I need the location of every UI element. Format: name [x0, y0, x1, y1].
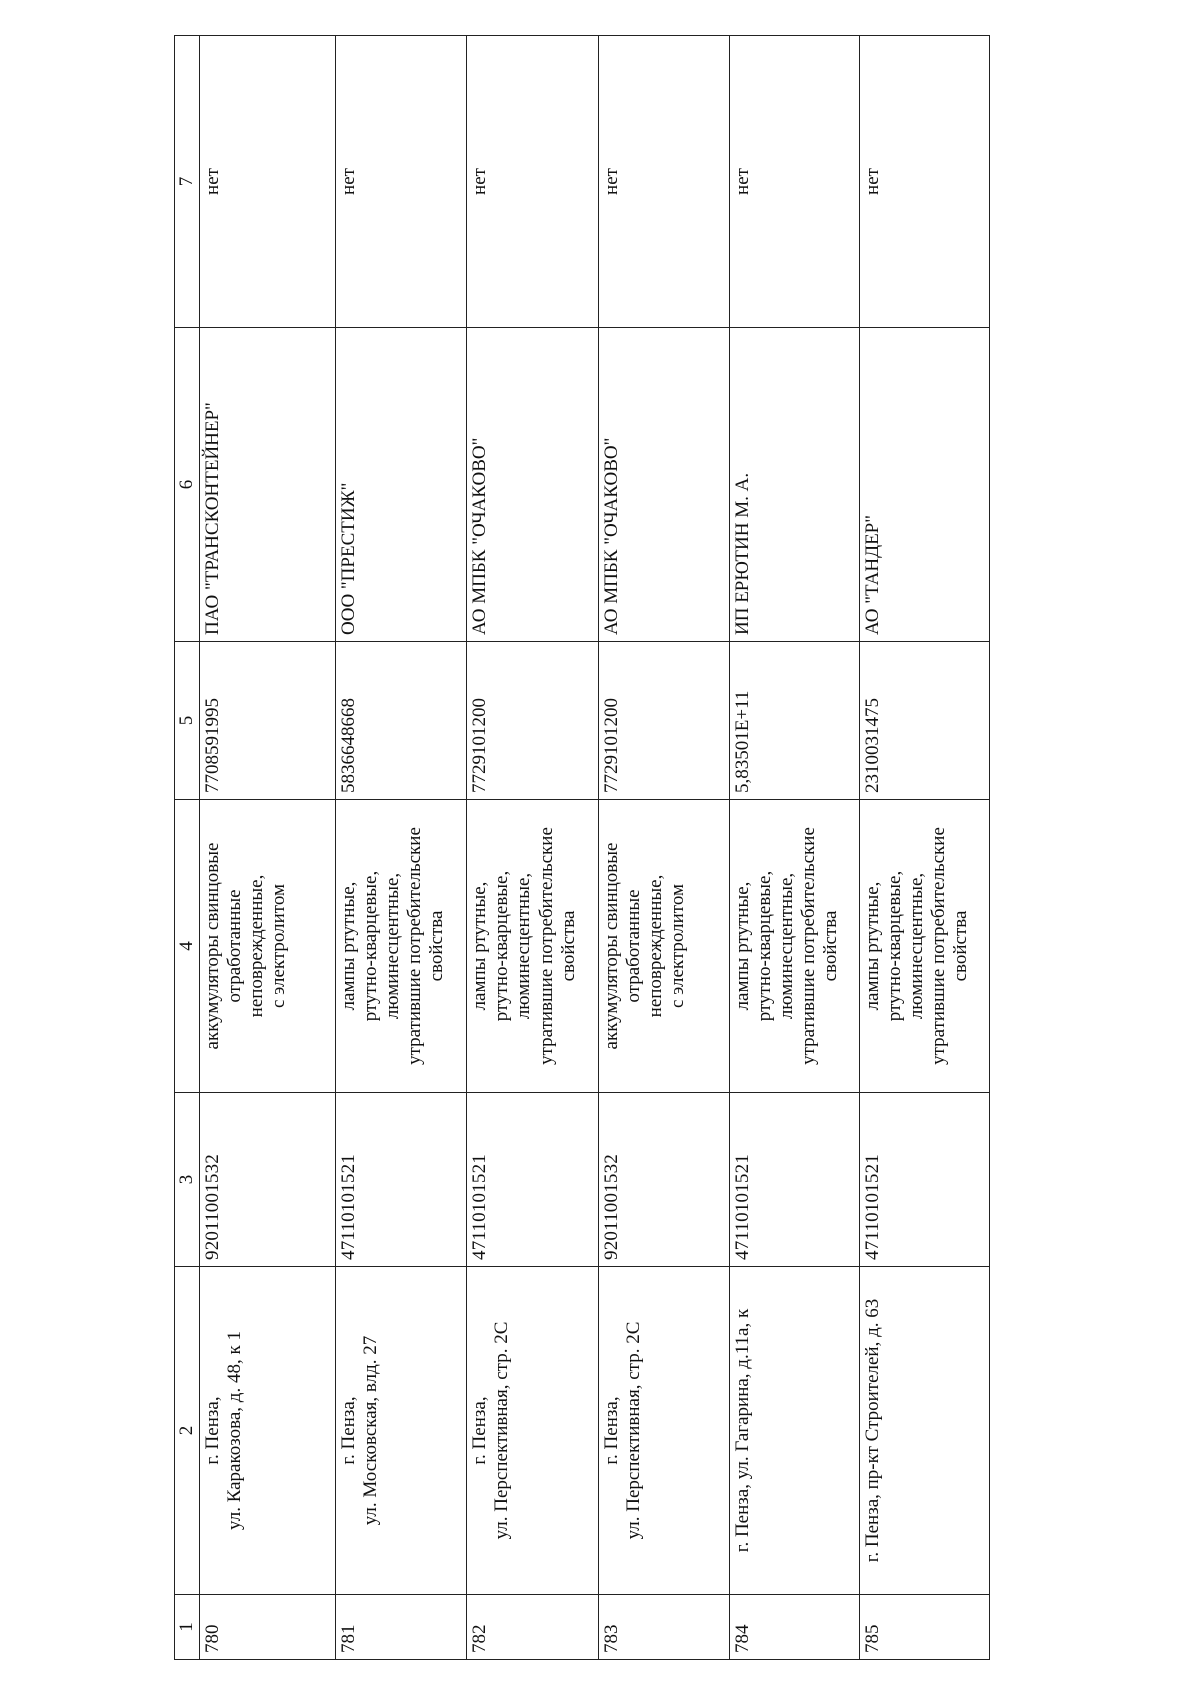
status-cell: нет [598, 36, 729, 328]
column-header: 1 [175, 1595, 200, 1660]
column-header: 2 [175, 1267, 200, 1595]
waste-code-cell: 47110101521 [729, 1093, 859, 1267]
address-cell [729, 1267, 859, 1595]
table-row [336, 36, 467, 1660]
organization-cell: АО МПБК "ОЧАКОВО" [467, 328, 598, 642]
waste-name-line: лампы ртутные, [338, 881, 360, 1011]
row-number-cell: 783 [598, 1595, 729, 1660]
row-number-cell: 785 [859, 1595, 989, 1660]
waste-name-line: люминесцентные, [775, 872, 797, 1020]
inn-cell: 2310031475 [859, 642, 989, 800]
address-cell [598, 1267, 729, 1595]
column-header: 7 [175, 36, 200, 328]
address-line: ул. Московская, влд. 27 [360, 1335, 382, 1526]
waste-name-cell [467, 800, 598, 1093]
waste-name-line: лампы ртутные, [731, 881, 753, 1011]
address-cell [467, 1267, 598, 1595]
organization-cell: ИП ЕРЮТИН М. А. [729, 328, 859, 642]
waste-name-cell [200, 800, 336, 1093]
inn-cell: 7729101200 [598, 642, 729, 800]
waste-name-line: свойства [426, 910, 448, 982]
column-header: 5 [175, 642, 200, 800]
column-header: 4 [175, 800, 200, 1093]
column-header: 3 [175, 1093, 200, 1267]
waste-name-line: с электролитом [268, 883, 290, 1009]
waste-name-line: ртутно-кварцевые, [360, 870, 382, 1022]
waste-name-line: аккумуляторы свинцовые [202, 842, 224, 1050]
waste-name-cell [598, 800, 729, 1093]
waste-name-line: утратившие потребительские [535, 827, 557, 1065]
address-line: г. Пенза, [202, 1396, 224, 1465]
table-row [467, 36, 598, 1660]
address-cell [336, 1267, 467, 1595]
waste-name-line: люминесцентные, [513, 872, 535, 1020]
waste-name-line: отработанные [224, 889, 246, 1003]
waste-name-line: свойства [819, 910, 841, 982]
table-row [598, 36, 729, 1660]
inn-cell: 5,83501E+11 [729, 642, 859, 800]
waste-code-cell: 47110101521 [467, 1093, 598, 1267]
address-line: ул. Перспективная, стр. 2С [491, 1321, 513, 1540]
waste-name-line: неповрежденные, [644, 874, 666, 1018]
waste-name-line: лампы ртутные, [469, 881, 491, 1011]
waste-name-line: утратившие потребительские [927, 827, 949, 1065]
address-cell [200, 1267, 336, 1595]
row-number-cell: 784 [729, 1595, 859, 1660]
rotated-page [174, 36, 990, 1660]
waste-name-line: ртутно-кварцевые, [753, 870, 775, 1022]
waste-name-cell [859, 800, 989, 1093]
waste-name-cell [336, 800, 467, 1093]
address-line: г. Пенза, пр-кт Строителей, д. 63 [861, 1298, 883, 1563]
waste-name-line: люминесцентные, [382, 872, 404, 1020]
waste-name-line: отработанные [622, 889, 644, 1003]
row-number-cell: 780 [200, 1595, 336, 1660]
waste-code-cell: 47110101521 [336, 1093, 467, 1267]
table-row [729, 36, 859, 1660]
address-line: г. Пенза, [338, 1396, 360, 1465]
waste-name-line: с электролитом [666, 883, 688, 1009]
row-number-cell: 782 [467, 1595, 598, 1660]
status-cell: нет [200, 36, 336, 328]
row-number-cell: 781 [336, 1595, 467, 1660]
waste-name-line: лампы ртутные, [861, 881, 883, 1011]
status-cell: нет [859, 36, 989, 328]
inn-cell: 7708591995 [200, 642, 336, 800]
waste-registry-table [174, 35, 990, 1660]
table-row [859, 36, 989, 1660]
header-row [175, 36, 200, 1660]
organization-cell: ПАО "ТРАНСКОНТЕЙНЕР" [200, 328, 336, 642]
organization-cell: АО МПБК "ОЧАКОВО" [598, 328, 729, 642]
waste-name-line: аккумуляторы свинцовые [600, 842, 622, 1050]
waste-name-line: люминесцентные, [905, 872, 927, 1020]
inn-cell: 7729101200 [467, 642, 598, 800]
waste-name-line: утратившие потребительские [797, 827, 819, 1065]
address-line: ул. Каракозова, д. 48, к 1 [224, 1331, 246, 1530]
waste-code-cell: 47110101521 [859, 1093, 989, 1267]
status-cell: нет [729, 36, 859, 328]
waste-name-line: свойства [557, 910, 579, 982]
status-cell: нет [467, 36, 598, 328]
address-line: г. Пенза, ул. Гагарина, д.11а, к [731, 1308, 753, 1553]
address-cell [859, 1267, 989, 1595]
organization-cell: ООО "ПРЕСТИЖ" [336, 328, 467, 642]
status-cell: нет [336, 36, 467, 328]
inn-cell: 5836648668 [336, 642, 467, 800]
waste-name-cell [729, 800, 859, 1093]
waste-name-line: неповрежденные, [246, 874, 268, 1018]
waste-code-cell: 92011001532 [598, 1093, 729, 1267]
waste-code-cell: 92011001532 [200, 1093, 336, 1267]
column-header: 6 [175, 328, 200, 642]
address-line: ул. Перспективная, стр. 2С [622, 1321, 644, 1540]
waste-name-line: ртутно-кварцевые, [491, 870, 513, 1022]
address-line: г. Пенза, [600, 1396, 622, 1465]
address-line: г. Пенза, [469, 1396, 491, 1465]
organization-cell: АО "ТАНДЕР" [859, 328, 989, 642]
table-row [200, 36, 336, 1660]
waste-name-line: ртутно-кварцевые, [883, 870, 905, 1022]
waste-name-line: свойства [949, 910, 971, 982]
waste-name-line: утратившие потребительские [404, 827, 426, 1065]
